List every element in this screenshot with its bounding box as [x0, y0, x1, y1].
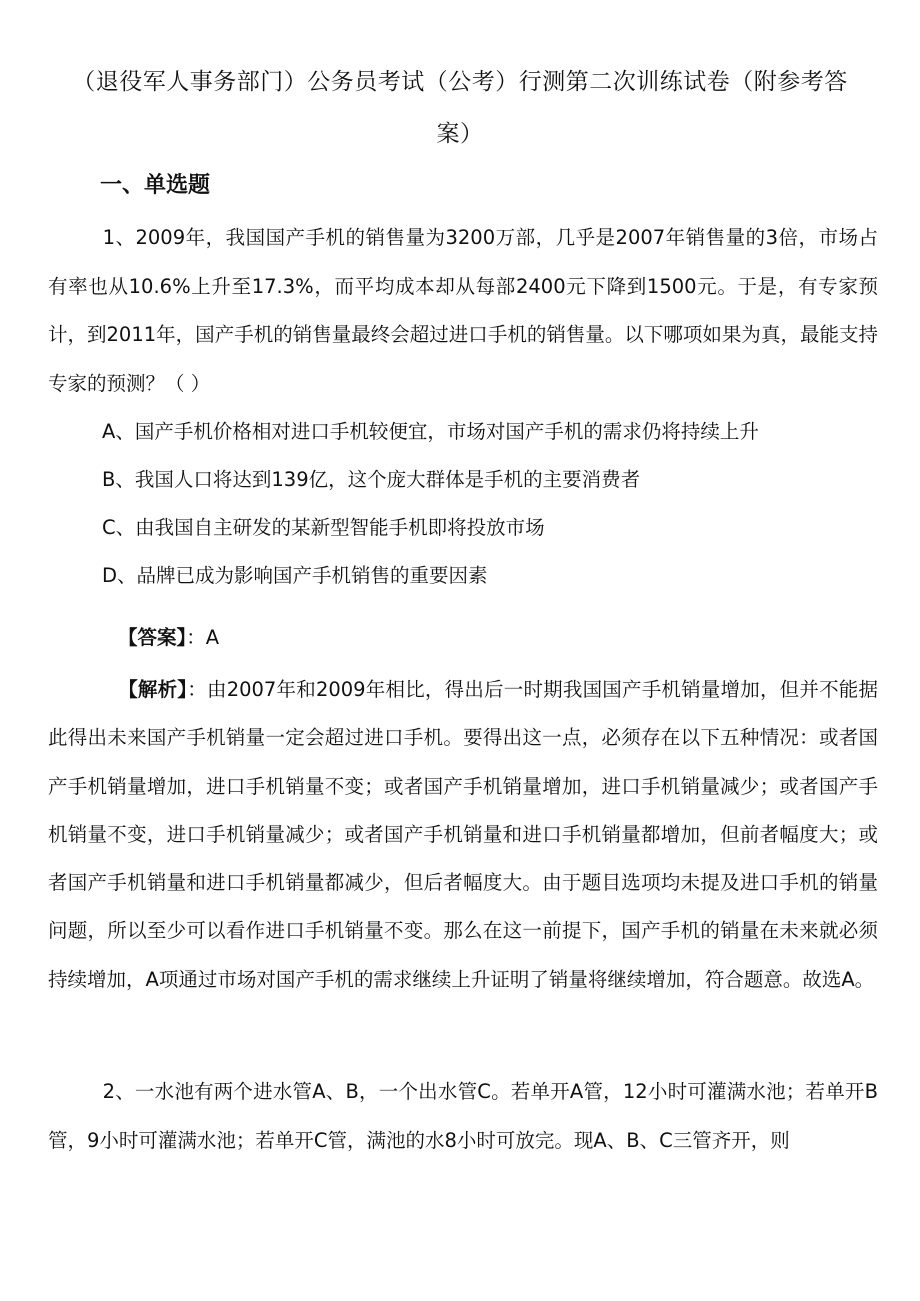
answer-value: ：A — [186, 626, 220, 649]
question-1-option-a: A、国产手机价格相对进口手机较便宜，市场对国产手机的需求仍将持续上升 — [102, 420, 759, 443]
question-1-stem: 1、2009年，我国国产手机的销售量为3200万部，几乎是2007年销售量的3倍，市场占有率也从10.6%上升至17.3%，而平均成本却从每部2400元下降到1500元。于是，有专家预计，到2011年，国产手机的销售量最终会超过进口手机的销售量。以下哪项如果为真，最能支持专家的预测？（ ） — [48, 226, 878, 395]
analysis-text: ：由2007年和2009年相比，得出后一时期我国国产手机销量增加，但并不能据此得出未来国产手机销量一定会超过进口手机。要得出这一点，必须存在以下五种情况：或者国产手机销量增加，进口手机销量不变；或者国产手机销量增加，进口手机销量减少；或者国产手机销量不变，进口手机销量减少；或者国产手机销量和进口手机销量都增加，但前者幅度大；或者国产手机销量和进口手机销量都减少，但后者幅度大。由于题目选项均未提及进口手机的销量问题，所以至少可以看作进口手机销量不变。那么在这一前提下，国产手机的销量在未来就必须持续增加，A项通过市场对国产手机的需求继续上升证明了销量将继续增加，符合题意。故选A。 — [48, 678, 878, 991]
question-2-stem: 2、一水池有两个进水管A、B，一个出水管C。若单开A管，12小时可灌满水池；若单开B管，9小时可灌满水池；若单开C管，满池的水8小时可放完。现A、B、C三管齐开，则 — [48, 1080, 878, 1152]
question-1-option-c: C、由我国自主研发的某新型智能手机即将投放市场 — [102, 516, 545, 539]
document-title: （退役军人事务部门）公务员考试（公考）行测第二次训练试卷（附参考答案） — [72, 69, 848, 147]
question-1-answer — [118, 618, 219, 658]
question-1-option-d: D、品牌已成为影响国产手机销售的重要因素 — [102, 564, 488, 587]
question-1-analysis — [48, 666, 878, 1004]
question-1-option-b: B、我国人口将达到139亿，这个庞大群体是手机的主要消费者 — [102, 468, 641, 491]
section-heading: 一、单选题 — [100, 173, 211, 198]
answer-label: 【答案】 — [118, 626, 187, 649]
analysis-label: 【解析】 — [118, 678, 188, 701]
